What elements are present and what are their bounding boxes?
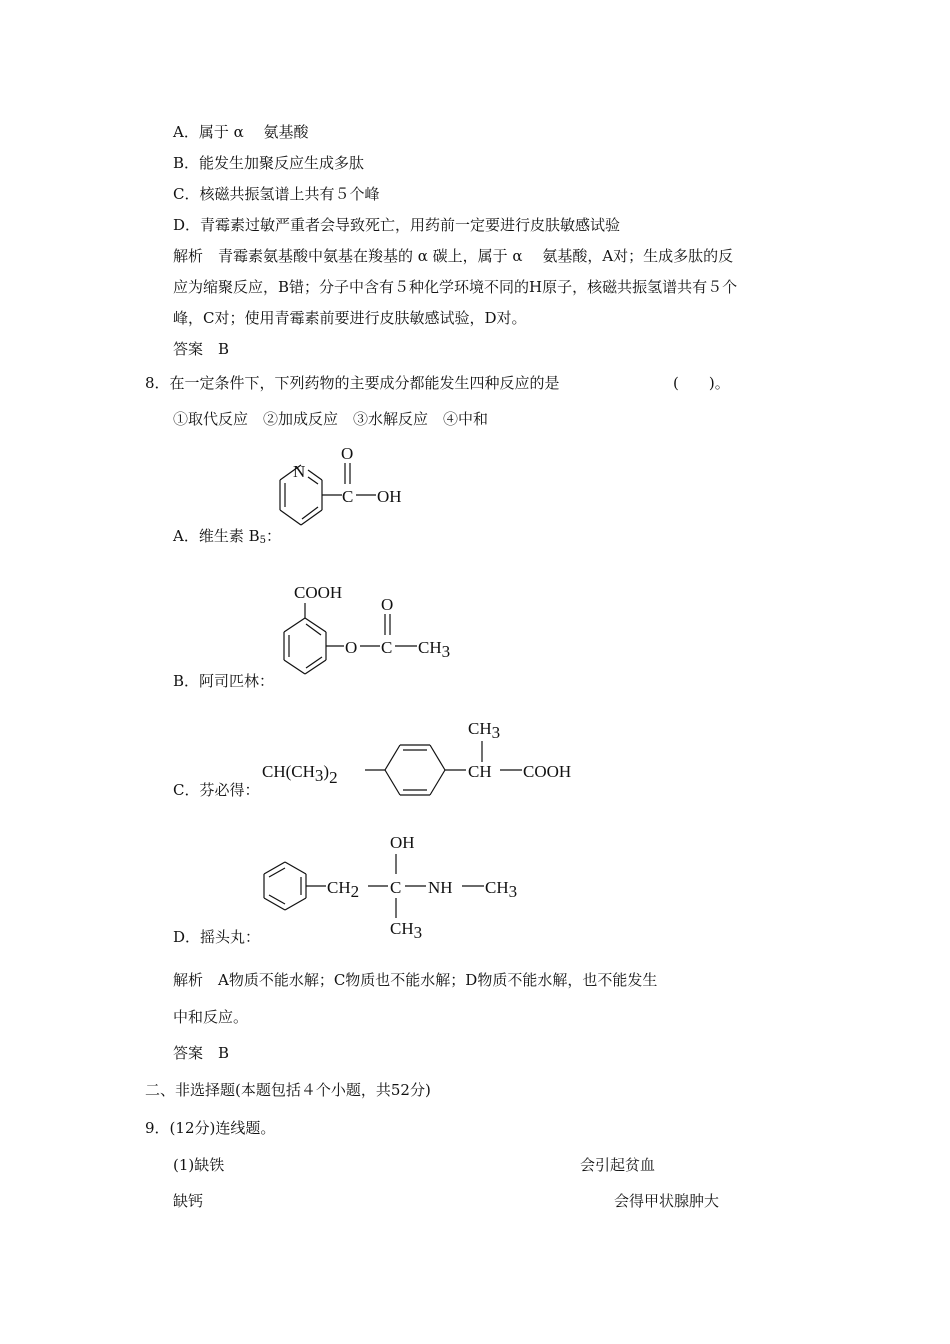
atom-c: C <box>390 878 402 897</box>
option-b: B．能发生加聚反应生成多肽 <box>173 154 365 172</box>
option-c-label: C．芬必得： <box>173 781 260 799</box>
option-d-label: D．摇头丸： <box>173 928 261 946</box>
group-oh: OH <box>390 833 415 852</box>
atom-c: C <box>381 638 393 657</box>
group-ch3: CH3 <box>485 878 518 901</box>
option-d: D．青霉素过敏严重者会导致死亡，用药前一定要进行皮肤敏感试验 <box>173 216 621 234</box>
question-stem: 9．(12分)连线题。 <box>145 1119 276 1137</box>
question-stem: 8．在一定条件下，下列药物的主要成分都能发生四种反应的是 <box>145 374 560 392</box>
option-a: A．属于 α 氨基酸 <box>173 123 309 141</box>
analysis-line: 中和反应。 <box>173 1008 249 1026</box>
atom-o: O <box>381 595 394 614</box>
atom-n: N <box>293 462 306 481</box>
group-oh: OH <box>377 487 402 506</box>
group-isopropyl: CH(CH3)2 <box>262 762 338 787</box>
atom-o: O <box>341 444 354 463</box>
analysis-line: 解析 青霉素氨基酸中氨基在羧基的 α 碳上，属于 α 氨基酸，A对；生成多肽的反 <box>173 247 734 265</box>
option-c: C．核磁共振氢谱上共有５个峰 <box>173 185 380 203</box>
atom-c: C <box>342 487 354 506</box>
reaction-list: ①取代反应 ②加成反应 ③水解反应 ④中和 <box>173 410 489 428</box>
option-b-label: B．阿司匹林： <box>173 672 275 690</box>
group-cooh: COOH <box>523 762 572 781</box>
answer-bracket: ( )。 <box>673 374 730 392</box>
analysis-line: 峰，C对；使用青霉素前要进行皮肤敏感试验，D对。 <box>173 309 527 327</box>
group-ch: CH <box>468 762 492 781</box>
option-a-label: A．维生素 $B_5$： <box>173 527 282 546</box>
match-left-item: (1)缺铁 <box>173 1156 225 1174</box>
group-ch3: CH3 <box>418 638 451 661</box>
group-nh: NH <box>428 878 453 897</box>
match-right-item: 会得甲状腺肿大 <box>614 1192 720 1210</box>
analysis-line: 应为缩聚反应，B错；分子中含有５种化学环境不同的H原子，核磁共振氢谱共有５个 <box>173 278 738 296</box>
atom-o: O <box>345 638 358 657</box>
section-title: 二、非选择题(本题包括４个小题，共52分) <box>145 1081 431 1099</box>
group-cooh: COOH <box>294 583 343 602</box>
match-left-item: 缺钙 <box>173 1192 204 1210</box>
group-ch3: CH3 <box>390 919 423 942</box>
group-ch3: CH3 <box>468 719 501 742</box>
analysis-line: 解析 A物质不能水解；C物质也不能水解；D物质不能水解，也不能发生 <box>173 971 658 989</box>
answer: 答案 B <box>173 1044 230 1062</box>
answer: 答案 B <box>173 340 230 358</box>
group-ch2: CH2 <box>327 878 360 901</box>
match-right-item: 会引起贫血 <box>580 1156 656 1174</box>
